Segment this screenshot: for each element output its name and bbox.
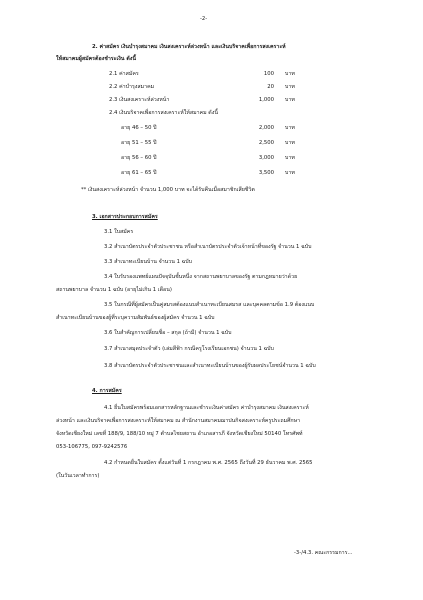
doc-item: 3.4 ใบรับรองแพทย์แผนปัจจุบันชั้นหนึ่ง จากสถานพยาบาลของรัฐ ตามกฎหมายว่าด้วย (104, 274, 298, 280)
section4-heading: 4. การสมัคร (92, 388, 122, 394)
application-para-2-cont: (ในวันเวลาทำการ) (56, 473, 100, 479)
doc-item: 3.2 สำเนาบัตรประจำตัวประชาชน หรือสำเนาบัตรประจำตัวเจ้าหน้าที่ของรัฐ จำนวน 1 ฉบับ (104, 244, 312, 250)
fee-amount: 100 (263, 71, 274, 77)
section2-heading-cont: ให้สมาคมผู้สมัครต้องชำระเงิน ดังนี้ (56, 56, 137, 62)
age-row-amount: 2,000 (258, 125, 274, 131)
section3-heading: 3. เอกสารประกอบการสมัคร (92, 214, 158, 220)
fee-label: 2.1 ค่าสมัคร (109, 71, 139, 77)
fee-label: 2.2 ค่าบำรุงสมาคม (109, 84, 155, 90)
refund-note: ** เงินสงเคราะห์ล่วงหน้า จำนวน 1,000 บาท จะได้รับคืนเมื่อสมาชิกเสียชีวิต (81, 187, 255, 193)
fee-unit: บาท (285, 71, 295, 77)
doc-item: 3.1 ใบสมัคร (104, 229, 134, 235)
age-row-label: อายุ 51 – 55 ปี (121, 140, 157, 146)
section2-heading: 2. ค่าสมัคร เงินบำรุงสมาคม เงินสงเคราะห์ล่วงหน้า และเงินบริจาคเพื่อการสงเคราะห์ (92, 44, 286, 50)
page-number: -2- (200, 16, 208, 22)
age-row-unit: บาท (285, 170, 295, 176)
doc-item: 3.8 สำเนาบัตรประจำตัวประชาชนและสำเนาทะเบียนบ้านของผู้รับผลประโยชน์จำนวน 1 ฉบับ (104, 363, 316, 369)
age-row-unit: บาท (285, 140, 295, 146)
application-para-1-cont: 053-106775, 097-9242576 (56, 444, 128, 450)
age-row-label: อายุ 46 – 50 ปี (121, 125, 157, 131)
fee-label: 2.3 เงินสงเคราะห์ล่วงหน้า (109, 97, 170, 103)
age-row-unit: บาท (285, 125, 295, 131)
age-row-label: อายุ 56 – 60 ปี (121, 155, 157, 161)
application-para-2: 4.2 กำหนดยื่นใบสมัคร ตั้งแต่วันที่ 1 กรกฎาคม พ.ศ. 2565 ถึงวันที่ 29 ธันวาคม พ.ศ. 2565 (104, 460, 313, 466)
fee-amount: 1,000 (258, 97, 274, 103)
fee-unit: บาท (285, 84, 295, 90)
age-row-amount: 3,500 (258, 170, 274, 176)
doc-item: 3.7 สำเนาสมุดประจำตัว (เล่มสีฟ้า กรณีครูโรงเรียนเอกชน) จำนวน 1 ฉบับ (104, 346, 274, 352)
age-row-unit: บาท (285, 155, 295, 161)
doc-item-cont: สถานพยาบาล จำนวน 1 ฉบับ (อายุไม่เกิน 1 เดือน) (56, 287, 172, 293)
fee-amount: 20 (267, 84, 274, 90)
age-row-amount: 3,000 (258, 155, 274, 161)
application-para-1-cont: ล่วงหน้า และเงินบริจาคเพื่อการสงเคราะห์ให้สมาคม ณ สำนักงานสมาคมฌาปนกิจสงเคราะห์ครูประถมศึกษา (56, 418, 301, 424)
donation-label: 2.4 เงินบริจาคเพื่อการสงเคราะห์ให้สมาคม ดังนี้ (109, 110, 218, 116)
next-page-reference: -3-/4.3. คณะกรรมการ... (294, 550, 353, 556)
doc-item: 3.5 ในกรณีที่ผู้สมัครเป็นคู่สมรสต้องแนบสำเนาทะเบียนสมรส และบุคคลตามข้อ 1.9 ต้องแนบ (104, 302, 315, 308)
fee-unit: บาท (285, 97, 295, 103)
doc-item-cont: สำเนาทะเบียนบ้านของผู้ที่ระบุความสัมพันธ์ของผู้สมัคร จำนวน 1 ฉบับ (56, 315, 215, 321)
application-para-1: 4.1 ยื่นใบสมัครพร้อมเอกสารหลักฐานและชำระเงินค่าสมัคร ค่าบำรุงสมาคม เงินสงเคราะห์ (104, 405, 309, 411)
age-row-amount: 2,500 (258, 140, 274, 146)
doc-item: 3.3 สำเนาทะเบียนบ้าน จำนวน 1 ฉบับ (104, 259, 192, 265)
doc-item: 3.6 ใบสำคัญการเปลี่ยนชื่อ – สกุล (ถ้ามี) จำนวน 1 ฉบับ (104, 330, 232, 336)
age-row-label: อายุ 61 – 65 ปี (121, 170, 157, 176)
application-para-1-cont: จังหวัดเชียงใหม่ เลขที่ 188/9, 188/10 หมู่ 7 ตำบลไชยสถาน อำเภอสารภี จังหวัดเชียงใหม่ 50140 โทรศัพท์ (56, 431, 303, 437)
